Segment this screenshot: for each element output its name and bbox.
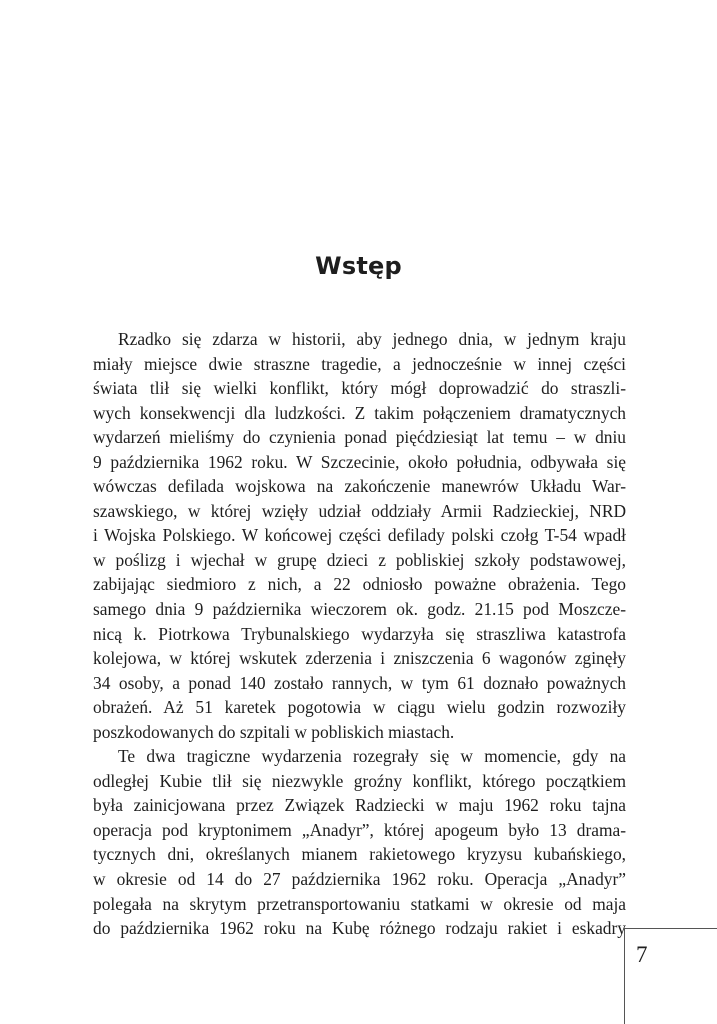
text-line: poszkodowanych do szpitali w pobliskich miastach. <box>93 721 455 742</box>
text-line: miały miejsce dwie straszne tragedie, a jednocześnie w innej części <box>93 353 626 374</box>
text-line: i Wojska Polskiego. W końcowej części defilady polski czołg T-54 wpadł <box>93 525 626 546</box>
page-title: Wstęp <box>315 252 402 280</box>
text-line: wych konsekwencji dla ludzkości. Z takim połączeniem dramatycznych <box>93 402 626 423</box>
text-line: świata tlił się wielki konflikt, który mógł doprowadzić do straszli- <box>93 378 626 399</box>
text-line: 34 osoby, a ponad 140 zostało rannych, w tym 61 doznało poważnych <box>93 672 626 693</box>
text-line: polegała na skrytym przetransportowaniu statkami w okresie od maja <box>93 893 626 914</box>
text-line: do października 1962 roku na Kubę różnego rodzaju rakiet i eskadry <box>93 918 626 939</box>
body-text <box>93 327 626 941</box>
text-line: zabijając siedmioro z nich, a 22 odniosło poważne obrażenia. Tego <box>93 574 626 595</box>
paragraph-2 <box>93 744 626 940</box>
text-line: tycznych dni, określanych mianem rakietowego kryzysu kubańskiego, <box>93 844 626 865</box>
text-line: operacja pod kryptonimem „Anadyr”, której apogeum było 13 drama- <box>93 819 626 840</box>
text-line: kolejowa, w której wskutek zderzenia i zniszczenia 6 wagonów zginęły <box>93 648 626 669</box>
text-line: w okresie od 14 do 27 października 1962 roku. Operacja „Anadyr” <box>93 869 626 890</box>
text-line: Te dwa tragiczne wydarzenia rozegrały się w momencie, gdy na <box>118 746 626 767</box>
paragraph-1 <box>93 327 626 744</box>
folio-rule-horizontal <box>624 928 717 929</box>
text-line: nicą k. Piotrkowa Trybunalskiego wydarzyła się straszliwa katastrofa <box>93 623 626 644</box>
text-line: w poślizg i wjechał w grupę dzieci z pobliskiej szkoły podstawowej, <box>93 549 626 570</box>
text-line: obrażeń. Aż 51 karetek pogotowia w ciągu wielu godzin rozwoziły <box>93 697 626 718</box>
text-line: odległej Kubie tlił się niezwykle groźny konflikt, którego początkiem <box>93 770 626 791</box>
page-number: 7 <box>636 942 648 967</box>
text-line: 9 października 1962 roku. W Szczecinie, około południa, odbywała się <box>93 451 626 472</box>
folio-rule-vertical <box>624 928 625 1024</box>
text-line: była zainicjowana przez Związek Radziecki w maju 1962 roku tajna <box>93 795 626 816</box>
text-line: szawskiego, w której wzięły udział oddziały Armii Radzieckiej, NRD <box>93 500 626 521</box>
text-line: Rzadko się zdarza w historii, aby jednego dnia, w jednym kraju <box>118 329 626 349</box>
text-line: wówczas defilada wojskowa na zakończenie manewrów Układu War- <box>93 476 626 497</box>
text-line: wydarzeń mieliśmy do czynienia ponad pięćdziesiąt lat temu – w dniu <box>93 427 626 448</box>
text-line: samego dnia 9 października wieczorem ok. godz. 21.15 pod Moszcze- <box>93 599 626 620</box>
